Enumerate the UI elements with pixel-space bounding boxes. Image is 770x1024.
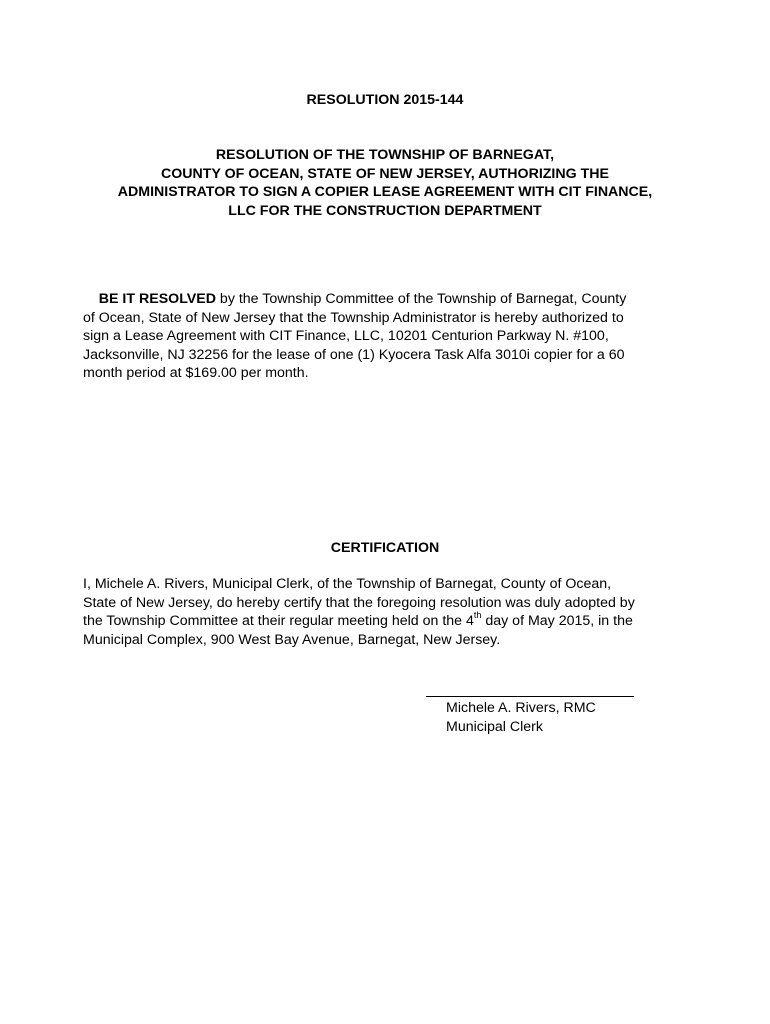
body-line-4: Jacksonville, NJ 32256 for the lease of one (1) Kyocera Task Alfa 3010i copier for a 60 — [83, 346, 625, 363]
resolution-body — [83, 290, 693, 383]
body-line-1-rest: by the Township Committee of the Township of Barnegat, County — [215, 291, 627, 307]
resolution-number: RESOLUTION 2015-144 — [306, 92, 464, 108]
title-line-4: LLC FOR THE CONSTRUCTION DEPARTMENT — [228, 202, 542, 219]
cert-line-3-after: day of May 2015, in the — [481, 613, 633, 629]
cert-line-3 — [83, 612, 693, 631]
title-line-2: COUNTY OF OCEAN, STATE OF NEW JERSEY, AUTHORIZING THE — [161, 165, 609, 182]
signer-block — [446, 699, 596, 736]
signer-title: Municipal Clerk — [446, 718, 543, 735]
signer-name: Michele A. Rivers, RMC — [446, 700, 596, 716]
title-line-3: ADMINISTRATOR TO SIGN A COPIER LEASE AGREEMENT WITH CIT FINANCE, — [117, 184, 653, 200]
title-line-1: RESOLUTION OF THE TOWNSHIP OF BARNEGAT, — [215, 147, 555, 163]
cert-line-3-before: the Township Committee at their regular meeting held on the 4 — [83, 613, 474, 629]
cert-line-4: Municipal Complex, 900 West Bay Avenue, Barnegat, New Jersey. — [83, 631, 501, 648]
ordinal-suffix: th — [473, 610, 482, 621]
certification-heading: CERTIFICATION — [330, 540, 440, 556]
body-line-3: sign a Lease Agreement with CIT Finance, LLC, 10201 Centurion Parkway N. #100, — [83, 328, 609, 344]
resolution-title — [0, 146, 770, 220]
signature-line — [426, 696, 634, 697]
body-line-5: month period at $169.00 per month. — [83, 365, 309, 381]
cert-line-1: I, Michele A. Rivers, Municipal Clerk, of the Township of Barnegat, County of Ocean, — [83, 576, 612, 592]
body-line-2: of Ocean, State of New Jersey that the Township Administrator is hereby authorized to — [83, 309, 624, 326]
be-it-resolved-lead: BE IT RESOLVED — [98, 291, 216, 307]
cert-line-2: State of New Jersey, do hereby certify that the foregoing resolution was duly adopted by — [83, 594, 635, 611]
certification-body — [83, 575, 693, 649]
body-line-1 — [83, 290, 693, 309]
